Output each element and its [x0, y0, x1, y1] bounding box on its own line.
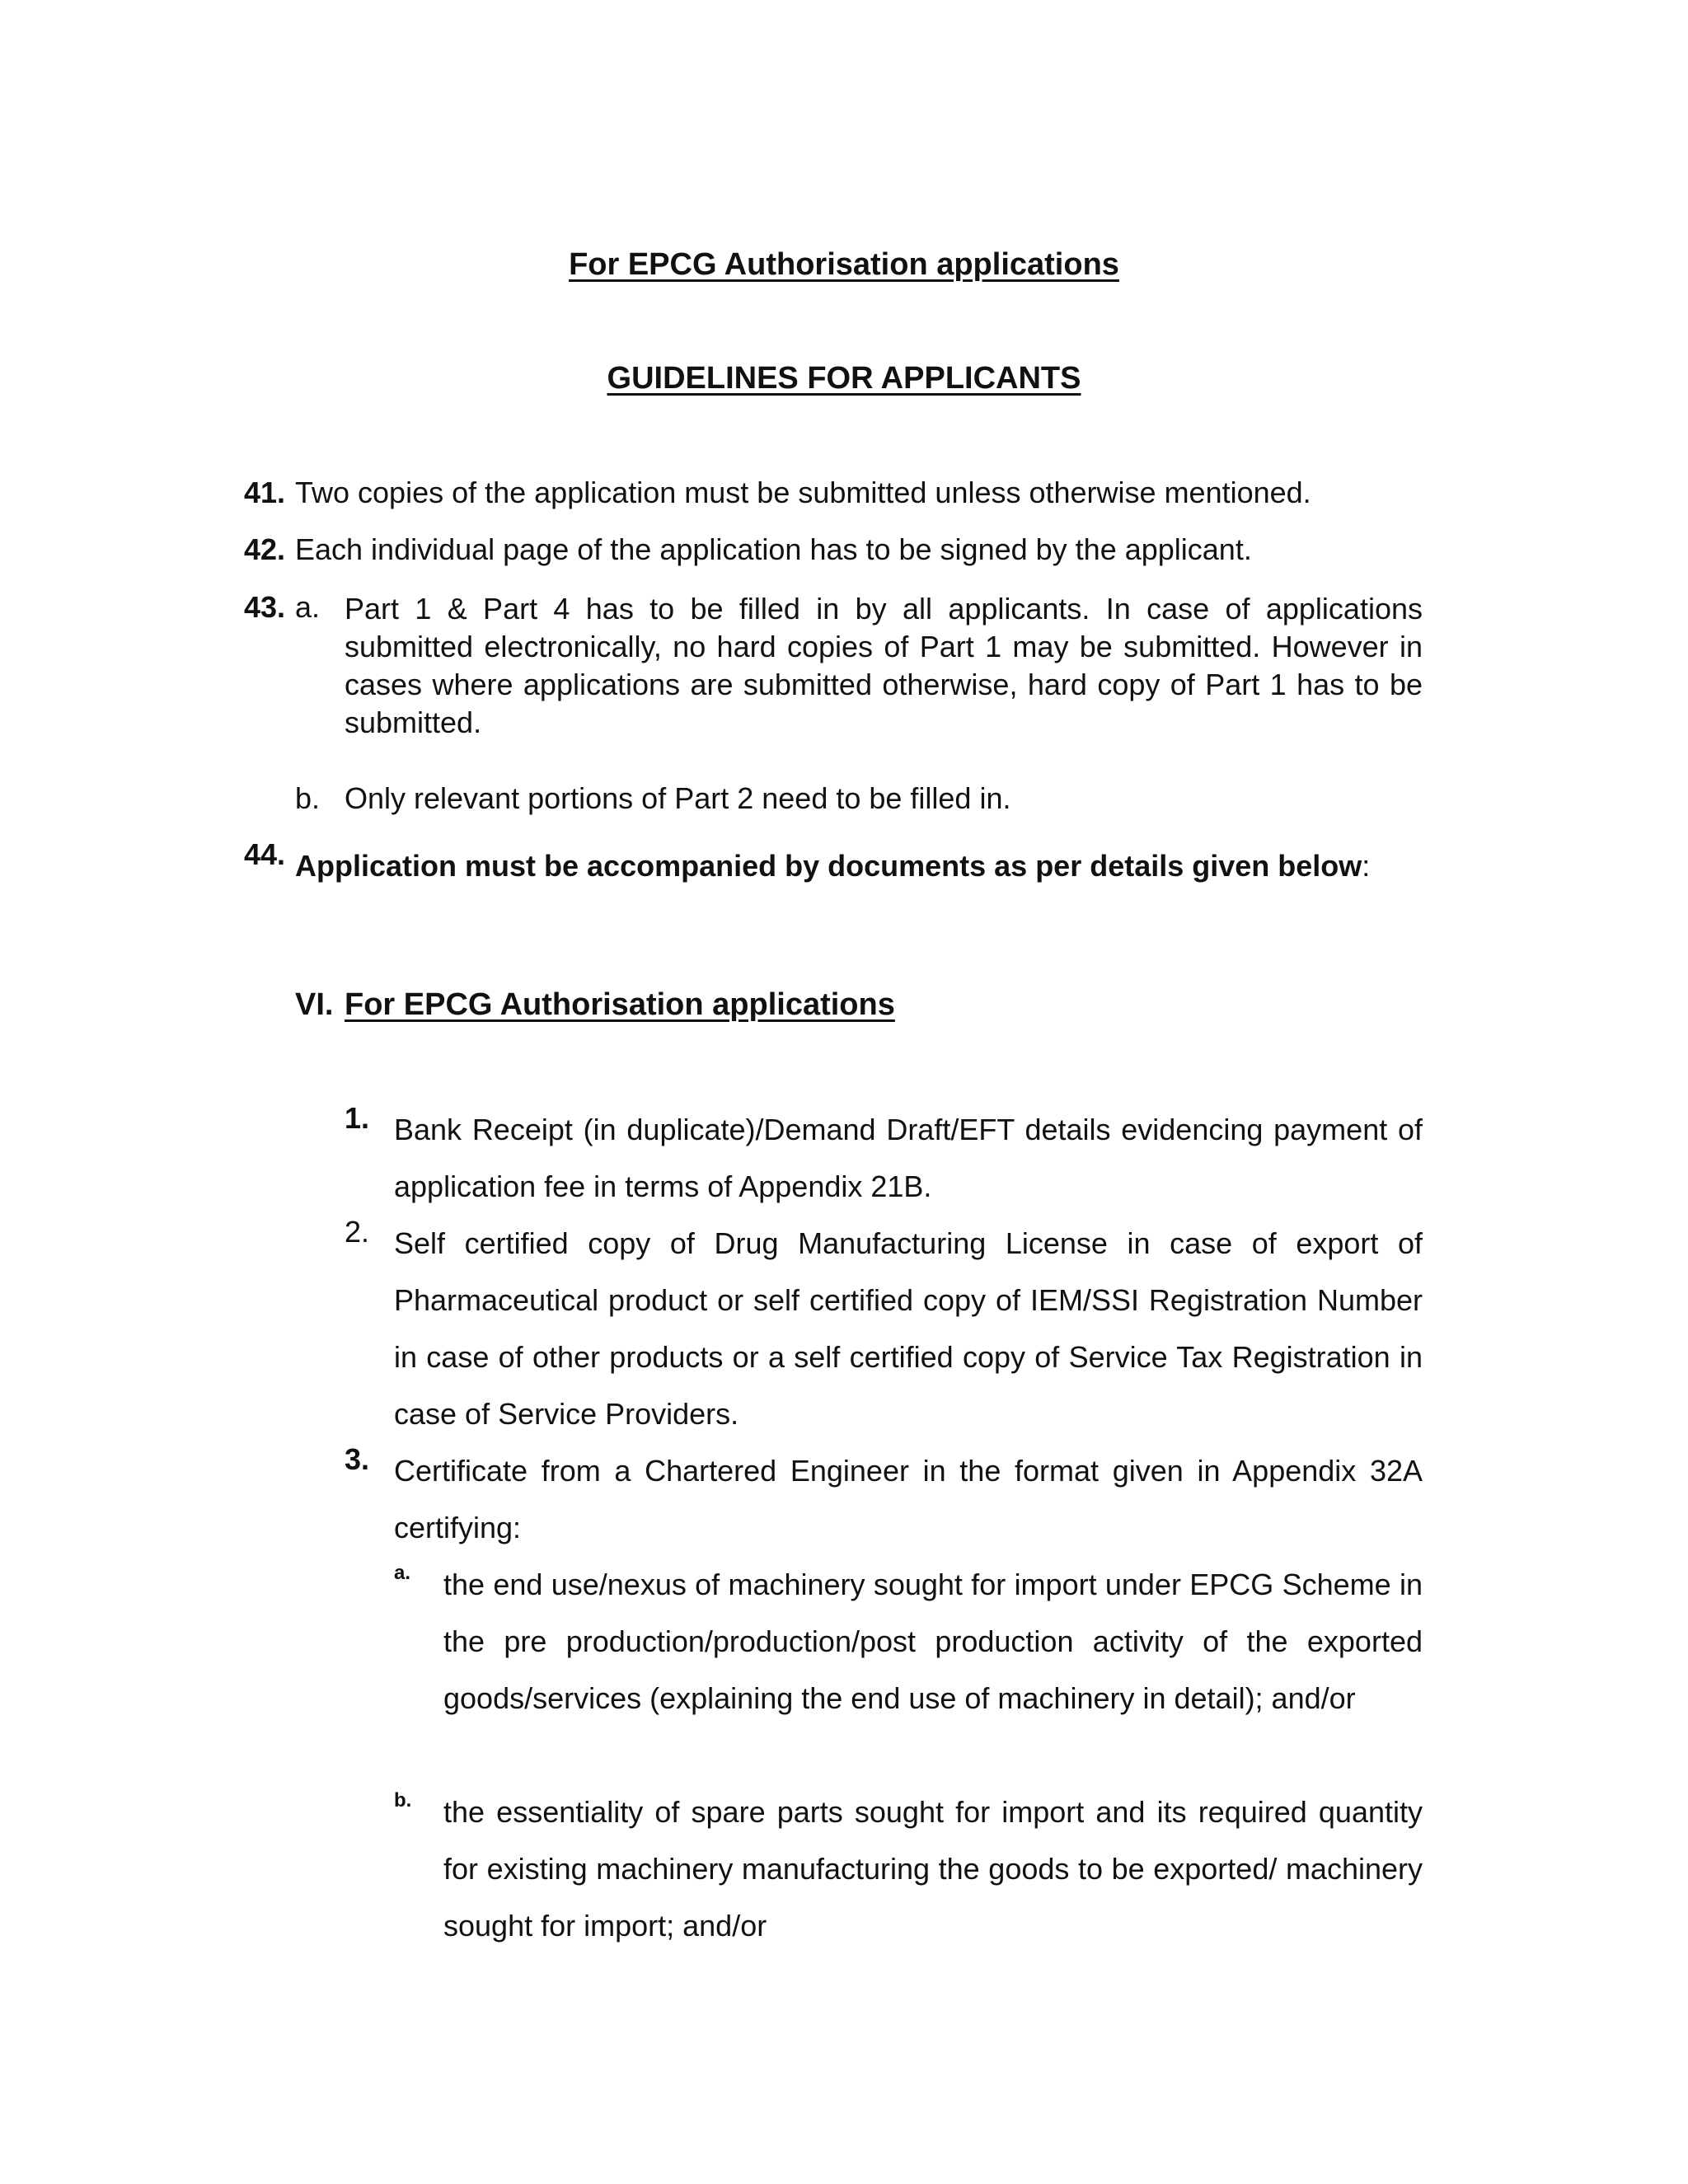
list-text: Bank Receipt (in duplicate)/Demand Draft/EFT details evidencing payment of application fee in terms of Appendix 21B.	[394, 1113, 1423, 1203]
page-title: For EPCG Authorisation applications	[569, 247, 1119, 282]
section-label: VI.	[295, 987, 334, 1022]
list-number: 1.	[345, 1101, 370, 1135]
sub-list-label: a.	[394, 1562, 411, 1584]
item-text: Each individual page of the application has to be signed by the applicant.	[295, 532, 1252, 566]
sub-list-text: the essentiality of spare parts sought for import and its required quantity for existing machinery manufacturing the goods to be exported/ machinery sought for import; and/or	[443, 1795, 1423, 1943]
item-text-bold: Application must be accompanied by documents as per details given below	[295, 849, 1362, 883]
sub-item-text: Only relevant portions of Part 2 need to be filled in.	[345, 781, 1011, 815]
page-subtitle: GUIDELINES FOR APPLICANTS	[607, 361, 1081, 396]
list-text: Self certified copy of Drug Manufacturing License in case of export of Pharmaceutical product or self certified copy of IEM/SSI Registration Number in case of other products or a self certified copy of Service Tax Registration in case of Service Providers.	[394, 1226, 1423, 1431]
sub-item-label: a.	[295, 590, 321, 624]
item-number: 42.	[244, 532, 286, 566]
item-number: 43.	[244, 590, 286, 624]
sub-item-label: b.	[295, 781, 321, 815]
item-text	[295, 837, 1423, 894]
sub-list-text: the end use/nexus of machinery sought for import under EPCG Scheme in the pre production/production/post production activity of the exported goods/services (explaining the end use of machinery in detail); and/or	[443, 1568, 1423, 1715]
section-title: For EPCG Authorisation applications	[345, 987, 895, 1022]
sub-item-text: Part 1 & Part 4 has to be filled in by all applicants. In case of applications submitted electronically, no hard copies of Part 1 may be submitted. However in cases where applications are submitted otherwise, hard copy of Part 1 has to be submitted.	[345, 592, 1423, 739]
item-text: Two copies of the application must be submitted unless otherwise mentioned.	[295, 476, 1311, 509]
item-text-tail: :	[1362, 849, 1371, 883]
item-number: 41.	[244, 476, 286, 509]
list-text: Certificate from a Chartered Engineer in the format given in Appendix 32A certifying:	[394, 1454, 1423, 1544]
list-number: 2.	[345, 1215, 370, 1249]
item-number: 44.	[244, 837, 286, 871]
list-number: 3.	[345, 1442, 370, 1476]
sub-list-label: b.	[394, 1789, 412, 1811]
